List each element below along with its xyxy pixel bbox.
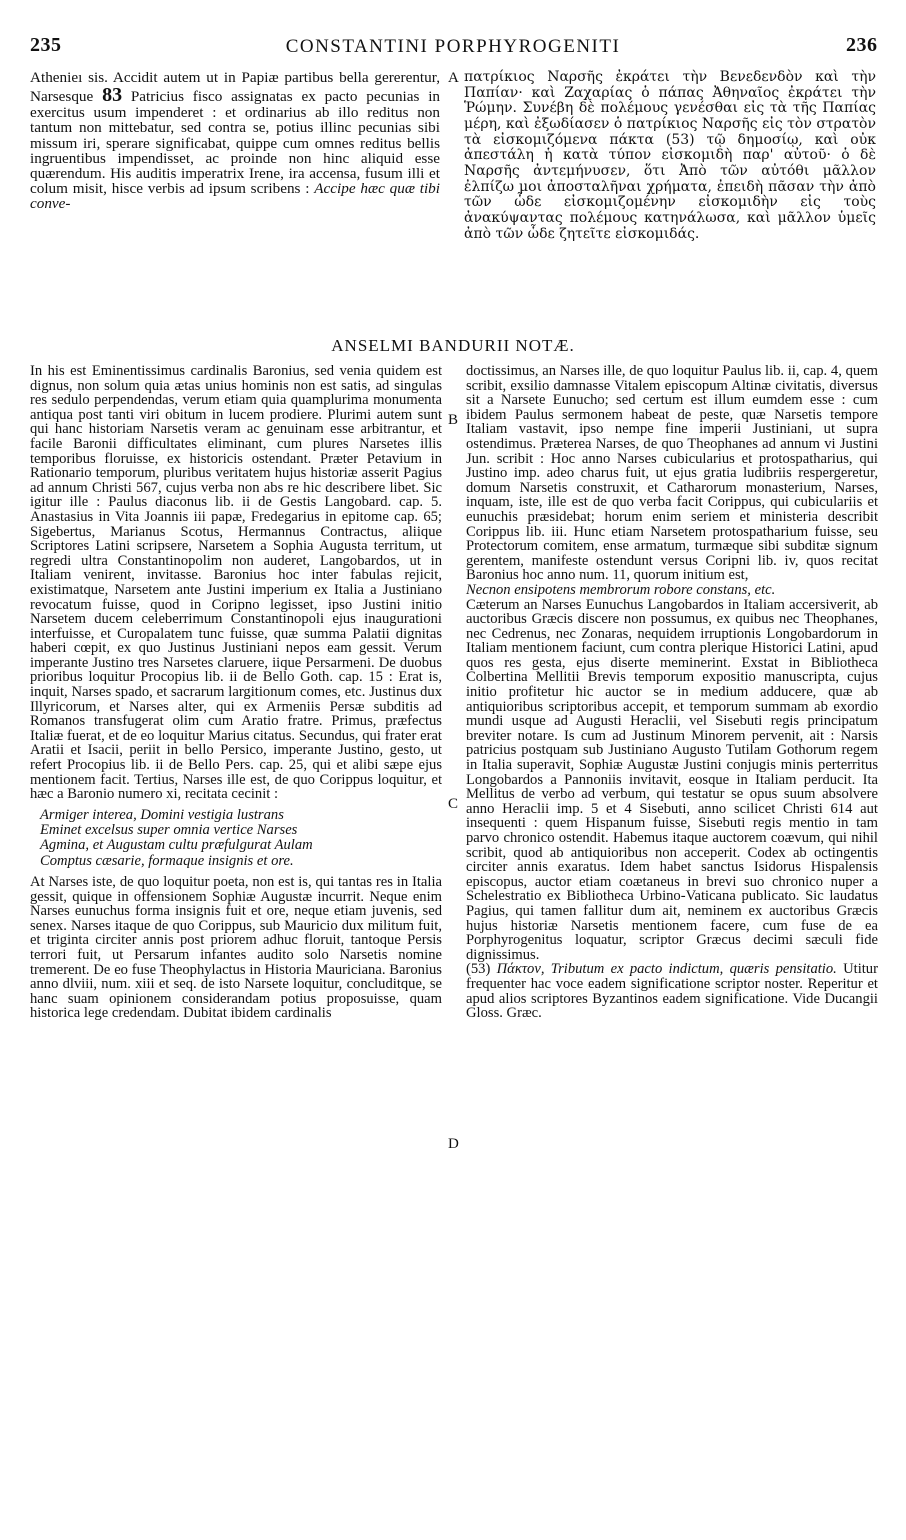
margin-marker-c: C	[448, 796, 459, 812]
notes-left-column	[30, 364, 442, 1021]
page-number-right: 236	[846, 34, 878, 56]
verse-line: Comptus cæsarie, formaque insignis et ore.	[40, 852, 294, 869]
notes-right-verse-line: Necnon ensipotens membrorum robore constans, etc.	[466, 581, 776, 598]
verse-line: Armiger interea, Domini vestigia lustrans	[40, 806, 284, 823]
greek-text-column: πατρίκιος Ναρσῆς ἐκράτει τὴν Βενεδενδὸν καὶ τὴν Παπίαν· καὶ Ζαχαρίας ὁ πάπας Ἀθηναῖος ἐκράτει τὴν Ῥώμην. Συνέβη δὲ πολέμους γενέσθαι εἰς τὰ τῆς Παπίας μέρη, καὶ ἐξωδίασεν ὁ πατρίκιος Ναρσῆς εἰς τὸν στρατὸν τὰ εἰσκομιζόμενα πάκτα (53) τῷ δημοσίῳ, καὶ οὐκ ἀπεστάλη ἡ κατὰ τύπον εἰσκομιδὴ παρ' αὐτοῦ· ὁ δὲ Ναρσῆς ἀντεμήνυσεν, ὅτι Ἀπὸ τῶν αὐτόθι μᾶλλον ἐλπίζω μοι ἀποσταλῆναι χρήματα, ἐπειδὴ πᾶσαν τὴν ἀπὸ τῶν ὧδε εἰσκομιζομένην εἰσκομιδὴν εἰς τοὺς ἀνακύψαντας πολέμους κατηνάλωσα, καὶ μᾶλλον ὑμεῖς ἀπὸ τῶν ὧδε ζητεῖτε εἰσκομιδάς.	[464, 69, 876, 242]
page-number-left: 235	[30, 34, 62, 56]
notes-heading: ANSELMI BANDURII NOTÆ.	[331, 336, 575, 355]
margin-marker-a: A	[448, 70, 459, 86]
verse-line: Agmina, et Augustam cultu præfulgurat Aulam	[40, 837, 313, 854]
page-header	[0, 34, 906, 62]
notes-right-paragraph-2: Cæterum an Narses Eunuchus Langobardos in Italiam accersiverit, ab auctoribus Græcis discere non possumus, ex quibus nec Theophanes, nec Cedrenus, nec Zonaras, nequidem irruptionis Longobardorum in Italiam mentionem faciunt, cum contra plerique Historici Latini, apud quos res gesta, ejus diserte meminerint. Exstat in Bibliotheca Colbertina Mellitii Brevis temporum expositio manuscripta, cujus initio profitetur hic auctor se in medium adducere, quæ ab antiquioribus scriptoribus accepit, et temporum summam ab exordio mundi usque ad Augusti Heraclii, vel Sisebuti regis principatum breviter notare. Is cum ad Justinum Minorem pervenit, ait : Narsis patricius postquam sub Justiniano Augusto Tutilam Gothorum regem in Italia superavit, Sophiæ Augustæ Justini conjugis minis perterritus Longobardos a Pannoniis invitavit, eosque in Italiam perducit. Ita Mellitus de verbo ad verbum, qui testatur se opus suum absolvere anno Heraclii imp. 5 et 4 Sisebuti, anno scilicet Christi 614 aut insequenti : quem Hispanum fuisse, Sisebuti regis mentio in tam parvo chronico ostendit. Habemus itaque auctorem coævum, qui nihil scribit, quod ab antiquioribus non acceperit. Codex ab octingentis circiter annis exaratus. Idem habet sanctus Isidorus Hispalensis episcopus, auctor etiam coætaneus in brevi suo chronico nuper a Schelestratio ex Bibliotheca Urbino-Vaticana publicato. Sic laudatus Pagius, qui tamen fallitur dum ait, neminem ex auctoribus Græcis hujus historiæ Narsetis mentionem facere, cum fuse de ea Porphyrogenitus loquatur, scriptor Græcus decimi sæculi fide dignissimus.	[466, 596, 878, 963]
note-53-text: Utitur frequenter hac voce eadem significatione scriptor noster. Reperitur et apud alios scriptores Byzantinos eadem significatione. Vide Ducangii Gloss. Græc.	[466, 961, 878, 1022]
notes-right-paragraph-1: doctissimus, an Narses ille, de quo loquitur Paulus lib. ii, cap. 4, quem scribit, exsilio damnasse Vitalem episcopum Altinæ civitatis, diversus sit a Narsete Eunucho; sed certum est illum eumdem esse : cum ibidem Paulus sermonem habeat de peste, quæ Narsetis tempore Italiam vastavit, ipso nempe fine imperii Justiniani, ut supra ostendimus. Præterea Narses, de quo Theophanes ad annum vi Justini Jun. scribit : Hoc anno Narses cubicularius et protospatharius, qui Justino imp. adeo charus fuit, ut ejus gratia ludibriis respergeretur, domum Narsetis construxit, et Catharorum monasterium, Narses, inquam, iste, ille est de quo verba facit Corippus, qui cubiculariis et eunuchis præsidebat; horum enim seriem et ministeria describit Corippus lib. iii. Hunc etiam Narsetem protospatharium fuisse, seu Protectorum comitem, ense armatum, turmæque sibi subditæ signum gerentem, manifeste ostendunt versus Coripni lib. iv, quos recitat Baronius hoc anno num. 11, quorum initium est,	[466, 363, 878, 584]
corippus-verse	[40, 808, 442, 869]
margin-marker-b: B	[448, 412, 459, 428]
latin-text-italic-tail: Accipe hæc quæ tibi conve-	[30, 180, 440, 213]
note-53	[466, 962, 878, 1020]
note-53-number: (53)	[466, 961, 491, 978]
verse-line: Eminet excelsus super omnia vertice Narses	[40, 822, 298, 839]
latin-text-start: Athenieı sis. Accidit autem ut in Papiæ partibus bella gererentur, Narsesque	[30, 69, 440, 106]
latin-translation-column	[30, 70, 440, 212]
note-53-lemma: Πάκτον, Tributum ex pacto indictum, quæris pensitatio.	[496, 961, 837, 978]
running-title: CONSTANTINI PORPHYROGENITI	[285, 36, 621, 57]
notes-left-paragraph-2: At Narses iste, de quo loquitur poeta, non est is, qui tantas res in Italia gessit, quique in offensionem Sophiæ Augustæ incurrit. Neque enim Narses eunuchus forma insignis fuit et ore, neque etiam juvenis, sed senex. Narses itaque de quo Corippus, sub Mauricio dux militum fuit, et triginta circiter annis post priorem adhuc floruit, tantoque Persis terrori fuit, ut Persarum infantes audito solo Narsetis nomine tremerent. De eo fuse Theophylactus in Historia Mauriciana. Baronius anno dlviii, num. xiii et seq. de isto Narsete loquitur, concluditque, se hanc suam opinionem considerandam potius proposuisse, quam historica lege credendam. Dubitat ibidem cardinalis	[30, 874, 442, 1022]
marginal-number: 83	[102, 84, 123, 107]
notes-right-column	[466, 364, 878, 1021]
notes-left-paragraph-1: In his est Eminentissimus cardinalis Baronius, sed venia quidem est dignus, non solum quia ætas unius hominis non est satis, ad singulas res sedulo perpendendas, verum etiam quia quamplurima monumenta antiqua post tanti viri obitum in lucem prodiere. Plurimi autem sunt qui hanc historiam Narsetis veram ac genuinam esse arbitrantur, et facile Baronii difficultates eliminant, cum plures Narsetes illis temporibus floruisse, ex historicis ostendant. Præter Petavium in Rationario temporum, pluribus veritatem hujus historiæ asserit Pagius ad annum Christi 567, cujus verba non abs re hic describere libet. Sic igitur ille : Paulus diaconus lib. ii de Gestis Langobard. cap. 5. Anastasius in Vita Joannis iii papæ, Fredegarius in epitome cap. 65; Sigebertus, Marianus Scotus, Hermannus Contractus, aliique Scriptores Latini scripsere, Narsetem a Sophia Augusta territum, ut regredi ultra Constantinopolim non auderet, Langobardos, ut in Italiam venirent, invitasse. Baronius hoc inter fabulas rejicit, existimatque, Narsetem ante Justini imperium ex Italia a Justiniano revocatum fuisse, quod in Coripno legisset, ipso Justini initio Narsetem ducem celeberrimum Constantinopoli ejus inaugurationi interfuisse, et Curopalatem tunc fuisse, quæ summa Palatii dignitas haberi cœpit, ex quo Justinus Justiniani nepos eam gessit. Verum imperante Justino tres Narsetes claruere, iique Persarmeni. De duobus prioribus loquitur Procopius lib. ii de Bello Goth. cap. 15 : Erat is, inquit, Narses spado, et sacrarum largitionum comes, etc. Justinus dux Illyricorum, et Narses alter, qui ex Armeniis Persæ subditis ad Romanos transfugerat olim cum Aratio fratre. Primus, præfectus Italiæ fuerat, et de eo loquitur Marius citatus. Secundus, qui frater erat Aratii et Isacii, periit in bello Persico, imperante Justino, gesto, ut refert Procopius lib. ii de Bello Pers. cap. 25, qui et alibi sæpe ejus mentionem facit. Tertius, Narses ille est, de quo Corippus loquitur, et hæc a Baronio numero xi, recitata cecinit :	[30, 363, 442, 803]
margin-marker-d: D	[448, 1136, 459, 1152]
latin-text-continued: Patricius fisco assignatas ex pacto pecunias in exercitus usum impenderet : et ordinarius ab illo reditus non tantum non mittebatur, sed contra se, potius illinc pecunias sibi missum iri, sperare significabat, quippe cum omnes reditus bellis ingruentibus impendisset, ac proinde non hinc aliquid esse quærendum. His auditis imperatrix Irene, ira accensa, fusum illi et colum misit, hisce verbis ad ipsum scribens :	[30, 88, 441, 198]
